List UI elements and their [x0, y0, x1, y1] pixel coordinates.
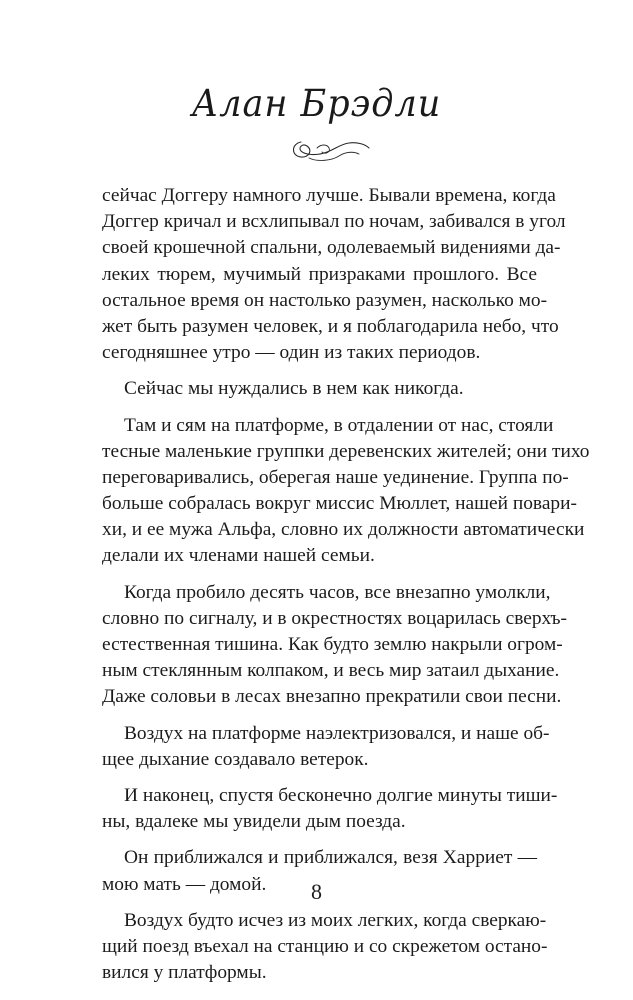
text-line: больше собралась вокруг миссис Мюллет, нашей повари- — [102, 493, 577, 515]
text-line: Воздух на платформе наэлектризовался, и наше об- — [124, 722, 550, 744]
page-number: 8 — [311, 879, 322, 904]
text-line: остальное время он настолько разумен, насколько мо- — [102, 289, 548, 311]
text-line: И наконец, спустя бесконечно долгие минуты тиши- — [124, 784, 558, 806]
text-line: ным стеклянным колпаком, и весь мир затаил дыхание. — [102, 660, 560, 682]
text-line: Он приближался и приближался, везя Харриет — — [124, 847, 537, 869]
page-header — [0, 82, 633, 126]
text-body — [102, 183, 590, 986]
paragraph-gap — [102, 773, 537, 783]
paragraph — [102, 783, 558, 835]
text-line: тесные маленькие группки деревенских жителей; они тихо — [102, 440, 590, 462]
paragraph — [102, 908, 548, 987]
text-line: ны, вдалеке мы увидели дым поезда. — [102, 811, 406, 833]
paragraph — [102, 376, 537, 402]
paragraph-gap — [102, 403, 537, 413]
paragraph — [102, 413, 590, 570]
text-line: словно по сигналу, и в окрестностях воцарилась сверхъ- — [102, 607, 567, 629]
text-line: переговаривались, оберегая наше уединение. Группа по- — [102, 466, 569, 488]
text-line: щий поезд въехал на станцию и со скрежетом остано- — [102, 935, 548, 957]
text-line: Сейчас мы нуждались в нем как никогда. — [124, 378, 464, 400]
paragraph-gap — [102, 570, 537, 580]
text-line: Там и сям на платформе, в отдалении от нас, стояли — [124, 414, 554, 436]
paragraph — [102, 183, 566, 366]
paragraph-gap — [102, 835, 537, 845]
paragraph-gap — [102, 711, 537, 721]
text-line: жет быть разумен человек, и я поблагодарила небо, что — [102, 315, 559, 337]
running-title: Алан Брэдли — [191, 82, 442, 126]
text-line: Доггер кричал и всхлипывал по ночам, забивался в угол — [102, 211, 566, 233]
text-line: мою мать — домой. — [102, 873, 267, 895]
text-line: леких тюрем, мучимый призраками прошлого. Все — [102, 263, 537, 285]
text-line: своей крошечной спальни, одолеваемый видениями да- — [102, 237, 561, 259]
text-line: щее дыхание создавало ветерок. — [102, 748, 369, 770]
text-line: естественная тишина. Как будто землю накрыли огром- — [102, 634, 563, 655]
decorative-flourish-icon — [287, 130, 373, 164]
text-line: вился у платформы. — [102, 962, 267, 984]
text-line: Воздух будто исчез из моих легких, когда сверкаю- — [124, 909, 547, 931]
text-line: Когда пробило десять часов, все внезапно умолкли, — [124, 581, 551, 603]
text-line: хи, и ее мужа Альфа, словно их должности автоматически — [102, 519, 585, 541]
paragraph — [102, 721, 550, 773]
text-line: Даже соловьи в лесах внезапно прекратили свои песни. — [102, 686, 562, 708]
paragraph — [102, 580, 567, 711]
text-line: делали их членами нашей семьи. — [102, 545, 375, 567]
paragraph-gap — [102, 366, 537, 376]
text-line: сегодняшнее утро — один из таких периодов. — [102, 342, 481, 364]
text-line: сейчас Доггеру намного лучше. Бывали времена, когда — [102, 185, 556, 206]
